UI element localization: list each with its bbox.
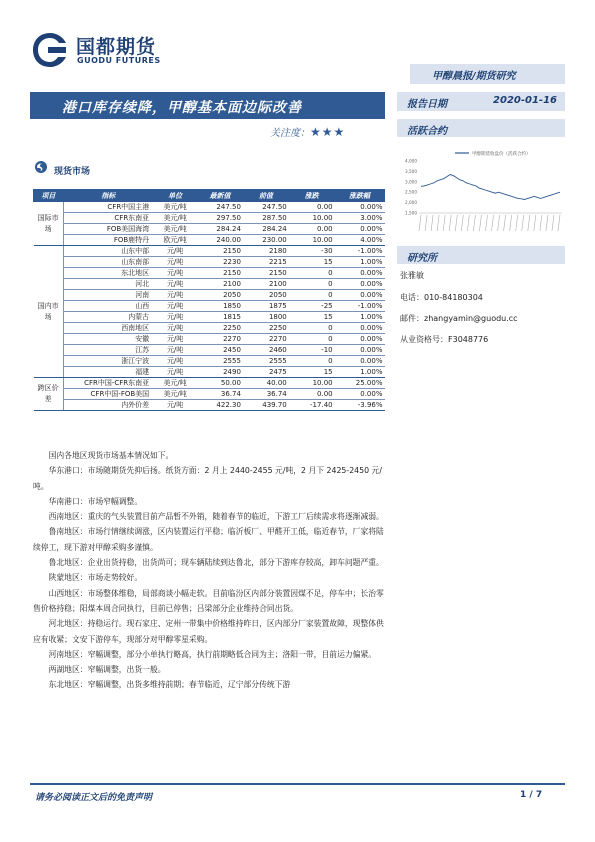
x-tick-label (534, 215, 536, 231)
analyst-license: 从业资格号：F3048776 (400, 335, 489, 344)
x-tick-label (455, 215, 457, 231)
change-cell: 10.00 (289, 213, 335, 224)
unit-cell: 元/吨 (153, 246, 197, 257)
latest-cell: 2250 (197, 323, 243, 334)
indicator-cell: FOB美国海湾 (63, 224, 153, 235)
previous-cell: 2180 (243, 246, 289, 257)
previous-cell: 439.70 (243, 400, 289, 411)
previous-cell: 40.00 (243, 378, 289, 389)
table-row (34, 389, 385, 400)
market-commentary (33, 448, 385, 693)
change-cell: 0.00 (289, 202, 335, 213)
col-header-item: 项目 (34, 190, 64, 202)
table-row (34, 301, 385, 312)
active-contract-heading: 活跃合约 (397, 119, 565, 137)
change-cell: -25 (289, 301, 335, 312)
change-pct-cell: 0.00% (335, 290, 385, 301)
commentary-paragraph: 鲁南地区：市场行情继续调涨，区内装置运行平稳；临沂板厂、甲醛开工低，临近春节，厂家将陆续停工，现下游对甲醇采购多谨慎。 (33, 527, 384, 552)
change-cell: 0 (289, 290, 335, 301)
logo-chinese-name: 国都期货 (76, 36, 157, 58)
commentary-paragraph: 陕蒙地区：市场走势较好。 (48, 573, 143, 583)
commentary-paragraph: 西南地区：重庆的气头装置目前产品暂不外销，随着春节的临近，下游工厂后续需求将逐渐减弱。 (48, 512, 384, 522)
indicator-cell: 山东中部 (63, 246, 153, 257)
change-pct-cell: -3.96% (335, 400, 385, 411)
latest-cell: 284.24 (197, 224, 243, 235)
date-label: 报告日期 (407, 99, 447, 110)
previous-cell: 1875 (243, 301, 289, 312)
x-tick-label (473, 215, 475, 231)
indicator-cell: CFR中国-FOB美国 (63, 389, 153, 400)
table-row (34, 345, 385, 356)
change-cell: -10 (289, 345, 335, 356)
change-pct-cell: 0.00% (335, 389, 385, 400)
indicator-cell: 山东南部 (63, 257, 153, 268)
table-row (34, 312, 385, 323)
table-row (34, 268, 385, 279)
commentary-paragraph: 山西地区：市场整体维稳，局部商谈小幅走软。目前临汾区内部分装置因煤不足，停车中；长治零售价格持稳；阳煤本周合同执行，目前已停售；吕梁部分企业维持合同出货。 (33, 588, 384, 613)
unit-cell: 元/吨 (153, 268, 197, 279)
commentary-paragraph: 河北地区：持稳运行。现石家庄、定州一带集中价格维持昨日，区内部分厂家装置故障，现整体供应有收紧；文安下游停车，现部分对甲醇零星采购。 (33, 619, 384, 644)
y-tick-label: 2,000 (405, 200, 417, 206)
table-row (34, 235, 385, 246)
change-pct-cell: 0.00% (335, 334, 385, 345)
y-tick-label: 4,000 (405, 158, 417, 164)
table-row (34, 323, 385, 334)
previous-cell: 2460 (243, 345, 289, 356)
change-cell: 0 (289, 323, 335, 334)
col-header-change-pct: 涨跌幅 (335, 190, 385, 202)
unit-cell: 元/吨 (153, 257, 197, 268)
attention-label: 关注度： (270, 128, 310, 139)
indicator-cell: FOB鹿特丹 (63, 235, 153, 246)
previous-cell: 2050 (243, 290, 289, 301)
change-pct-cell: 25.00% (335, 378, 385, 389)
table-row (34, 367, 385, 378)
table-row (34, 290, 385, 301)
latest-cell: 50.00 (197, 378, 243, 389)
previous-cell: 247.50 (243, 202, 289, 213)
x-tick-label (449, 215, 451, 231)
col-header-unit: 单位 (153, 190, 197, 202)
x-tick-label (492, 215, 494, 231)
indicator-cell: 河北 (63, 279, 153, 290)
table-row (34, 356, 385, 367)
change-pct-cell: 3.00% (335, 213, 385, 224)
change-cell: 0 (289, 356, 335, 367)
unit-cell: 美元/吨 (153, 213, 197, 224)
latest-cell: 36.74 (197, 389, 243, 400)
footer-divider (30, 783, 565, 785)
y-tick-label: 1,500 (405, 210, 417, 216)
guodu-logo-icon (30, 30, 70, 70)
table-row (34, 334, 385, 345)
unit-cell: 元/吨 (153, 356, 197, 367)
latest-cell: 2490 (197, 367, 243, 378)
latest-cell: 297.50 (197, 213, 243, 224)
unit-cell: 美元/吨 (153, 202, 197, 213)
latest-cell: 2450 (197, 345, 243, 356)
research-heading: 研究所 (397, 246, 565, 264)
y-tick-label: 3,500 (405, 168, 417, 174)
table-row (34, 400, 385, 411)
table-row (34, 224, 385, 235)
latest-cell: 2050 (197, 290, 243, 301)
x-tick-label (467, 215, 469, 231)
previous-cell: 2215 (243, 257, 289, 268)
change-pct-cell: 0.00% (335, 202, 385, 213)
section-swirl-icon (34, 160, 48, 174)
page-number: 1 / 7 (520, 790, 543, 800)
x-tick-label (425, 215, 427, 231)
latest-cell: 422.30 (197, 400, 243, 411)
logo-english-name: GUODU FUTURES (77, 56, 161, 65)
indicator-cell: 东北地区 (63, 268, 153, 279)
table-row (34, 279, 385, 290)
change-cell: 0.00 (289, 224, 335, 235)
y-tick-label: 2,500 (405, 189, 417, 195)
change-cell: 15 (289, 367, 335, 378)
x-tick-label (552, 215, 554, 231)
report-date-bar (397, 92, 565, 111)
change-cell: 0 (289, 279, 335, 290)
previous-cell: 230.00 (243, 235, 289, 246)
indicator-cell: 福建 (63, 367, 153, 378)
change-pct-cell: 0.00% (335, 356, 385, 367)
star-rating-icon: ★★★ (310, 125, 346, 139)
previous-cell: 1800 (243, 312, 289, 323)
x-tick-label (479, 215, 481, 231)
change-cell: 0.00 (289, 389, 335, 400)
x-tick-label (431, 215, 433, 231)
previous-cell: 2555 (243, 356, 289, 367)
group-label: 跨区价差 (34, 378, 64, 411)
previous-cell: 2475 (243, 367, 289, 378)
group-label: 国内市场 (34, 246, 64, 378)
unit-cell: 元/吨 (153, 400, 197, 411)
table-row (34, 246, 385, 257)
indicator-cell: 江苏 (63, 345, 153, 356)
change-pct-cell: 0.00% (335, 268, 385, 279)
report-title: 港口库存续降，甲醇基本面边际改善 (30, 92, 385, 119)
previous-cell: 2270 (243, 334, 289, 345)
indicator-cell: 西南地区 (63, 323, 153, 334)
change-pct-cell: -1.00% (335, 301, 385, 312)
methanol-price-chart (397, 143, 567, 239)
disclaimer-link[interactable]: 请务必阅读正文后的免责声明 (35, 793, 153, 803)
x-tick-label (558, 215, 560, 231)
analyst-email[interactable]: 邮件：zhangyamin@guodu.cc (400, 314, 518, 323)
unit-cell: 美元/吨 (153, 378, 197, 389)
y-tick-label: 3,000 (405, 179, 417, 185)
unit-cell: 元/吨 (153, 334, 197, 345)
unit-cell: 元/吨 (153, 290, 197, 301)
col-header-previous: 前值 (243, 190, 289, 202)
commentary-paragraph: 东北地区：窄幅调整，出货多维持前期；春节临近，辽宁部分传统下游 (48, 680, 291, 690)
spot-market-heading-text: 现货市场 (54, 167, 91, 177)
change-cell: -30 (289, 246, 335, 257)
change-cell: 0 (289, 334, 335, 345)
change-cell: 15 (289, 257, 335, 268)
unit-cell: 元/吨 (153, 323, 197, 334)
indicator-cell: CFR中国主港 (63, 202, 153, 213)
latest-cell: 2270 (197, 334, 243, 345)
x-tick-label (461, 215, 463, 231)
date-value: 2020-01-16 (493, 95, 557, 106)
x-tick-label (540, 215, 542, 231)
latest-cell: 2230 (197, 257, 243, 268)
commentary-paragraph: 河南地区：窄幅调整，部分小单执行略高，执行前期略低合同为主；洛阳一带，目前运力偏紧。 (48, 649, 377, 659)
company-logo (30, 30, 200, 72)
col-header-change: 涨跌 (289, 190, 335, 202)
unit-cell: 元/吨 (153, 279, 197, 290)
previous-cell: 284.24 (243, 224, 289, 235)
commentary-paragraph: 华南港口：市场窄幅调整。 (48, 496, 143, 506)
table-row (34, 213, 385, 224)
group-label: 国际市场 (34, 202, 64, 246)
x-tick-label (510, 215, 512, 231)
unit-cell: 美元/吨 (153, 224, 197, 235)
change-pct-cell: 1.00% (335, 257, 385, 268)
attention-rating (270, 124, 345, 139)
latest-cell: 1850 (197, 301, 243, 312)
x-tick-label (498, 215, 500, 231)
previous-cell: 2250 (243, 323, 289, 334)
x-tick-label (437, 215, 439, 231)
commentary-paragraph: 两湖地区：窄幅调整，出货一般。 (48, 665, 166, 675)
change-cell: 0 (289, 268, 335, 279)
indicator-cell: 内蒙古 (63, 312, 153, 323)
x-tick-label (546, 215, 548, 231)
commentary-paragraph: 国内各地区现货市场基本情况如下。 (48, 451, 174, 460)
change-pct-cell: 1.00% (335, 312, 385, 323)
change-cell: 10.00 (289, 378, 335, 389)
change-pct-cell: -1.00% (335, 246, 385, 257)
indicator-cell: 内外价差 (63, 400, 153, 411)
change-cell: 10.00 (289, 235, 335, 246)
change-pct-cell: 4.00% (335, 235, 385, 246)
report-category: 甲醇晨报/期货研究 (410, 64, 565, 84)
commentary-paragraph: 鲁北地区：企业出货持稳，出货尚可；现车辆陆续到达鲁北，部分下游库存较高，卸车问题严重。 (48, 558, 384, 568)
col-header-latest: 最新值 (197, 190, 243, 202)
x-tick-label (504, 215, 506, 231)
indicator-cell: 河南 (63, 290, 153, 301)
change-cell: 15 (289, 312, 335, 323)
x-tick-label (516, 215, 518, 231)
change-pct-cell: 0.00% (335, 323, 385, 334)
change-pct-cell: 0.00% (335, 345, 385, 356)
table-row (34, 202, 385, 213)
unit-cell: 元/吨 (153, 312, 197, 323)
analyst-name: 张雅敏 (400, 271, 424, 280)
indicator-cell: CFR东南亚 (63, 213, 153, 224)
change-pct-cell: 0.00% (335, 279, 385, 290)
change-cell: -17.40 (289, 400, 335, 411)
unit-cell: 元/吨 (153, 367, 197, 378)
latest-cell: 2555 (197, 356, 243, 367)
x-tick-label (522, 215, 524, 231)
unit-cell: 欧元/吨 (153, 235, 197, 246)
unit-cell: 美元/吨 (153, 389, 197, 400)
unit-cell: 元/吨 (153, 301, 197, 312)
change-pct-cell: 0.00% (335, 224, 385, 235)
latest-cell: 2100 (197, 279, 243, 290)
analyst-phone: 电话：010-84180304 (400, 293, 483, 302)
table-header-row (34, 190, 385, 202)
legend-label: 甲醇期货收盘价（活跃合约） (472, 152, 531, 157)
col-header-indicator: 指标 (63, 190, 153, 202)
indicator-cell: CFR中国-CFR东南亚 (63, 378, 153, 389)
previous-cell: 36.74 (243, 389, 289, 400)
x-tick-label (443, 215, 445, 231)
previous-cell: 2100 (243, 279, 289, 290)
indicator-cell: 山西 (63, 301, 153, 312)
latest-cell: 2150 (197, 268, 243, 279)
price-series-line (421, 175, 560, 200)
indicator-cell: 浙江宁波 (63, 356, 153, 367)
x-tick-label (528, 215, 530, 231)
previous-cell: 287.50 (243, 213, 289, 224)
spot-market-table (33, 189, 385, 411)
latest-cell: 247.50 (197, 202, 243, 213)
table-row (34, 257, 385, 268)
latest-cell: 1815 (197, 312, 243, 323)
indicator-cell: 安徽 (63, 334, 153, 345)
unit-cell: 元/吨 (153, 345, 197, 356)
latest-cell: 2150 (197, 246, 243, 257)
x-tick-label (419, 215, 421, 231)
x-tick-label (485, 215, 487, 231)
previous-cell: 2150 (243, 268, 289, 279)
latest-cell: 240.00 (197, 235, 243, 246)
table-row (34, 378, 385, 389)
change-pct-cell: 1.00% (335, 367, 385, 378)
commentary-paragraph: 华东港口：市场随期货先抑后扬。纸货方面：2 月上 2440-2455 元/吨，2 月下 2425-2450 元/吨。 (33, 466, 382, 491)
